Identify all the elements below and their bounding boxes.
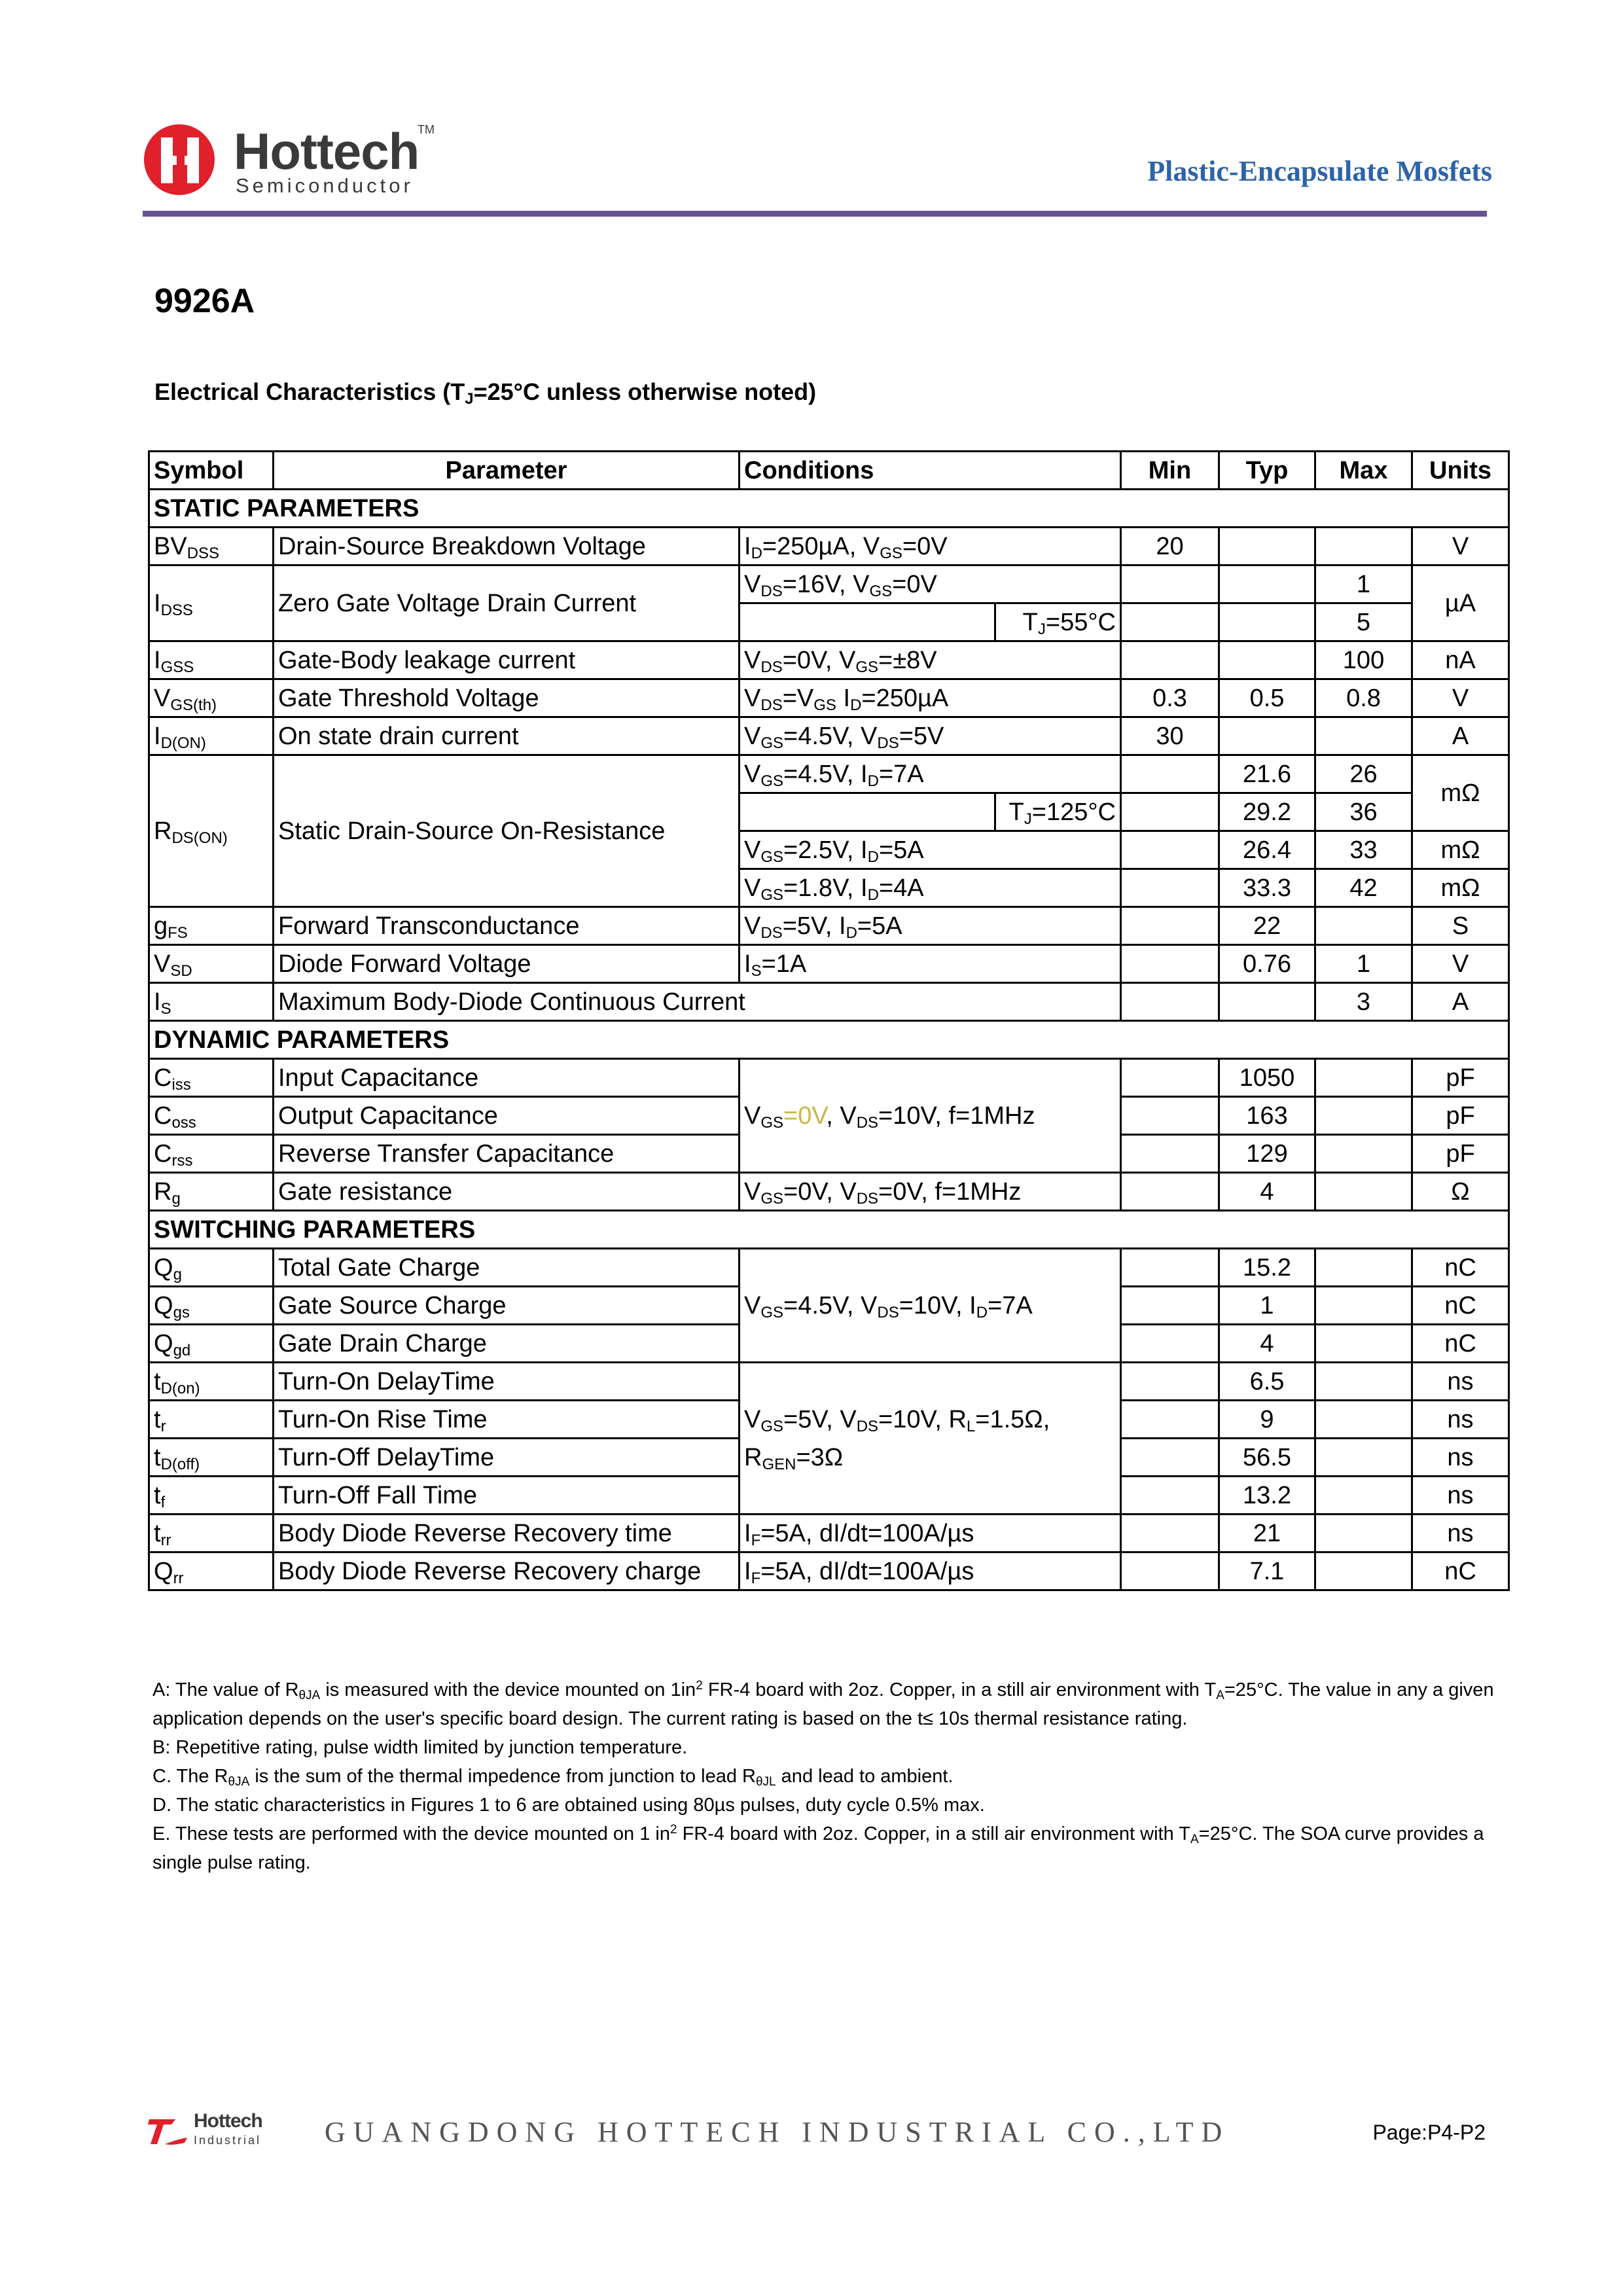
units-cell: ns xyxy=(1412,1401,1509,1439)
conditions-cell: $V_{GS}=1.8V$, $I_D=4A$ xyxy=(740,869,1121,907)
parameter-cell: Gate-Body leakage current xyxy=(274,641,740,679)
typ-cell: 0.5 xyxy=(1219,679,1315,717)
min-cell xyxy=(1121,1059,1219,1097)
symbol-cell: $t_{D(off)}$ xyxy=(149,1439,274,1477)
max-cell xyxy=(1315,1477,1412,1515)
min-cell xyxy=(1121,603,1219,641)
units-cell: mΩ xyxy=(1412,755,1509,831)
max-cell xyxy=(1315,1439,1412,1477)
max-cell: 26 xyxy=(1315,755,1412,793)
min-cell xyxy=(1121,565,1219,603)
header-typ: Typ xyxy=(1219,452,1315,490)
table-row xyxy=(149,1363,1509,1401)
symbol-cell: $Q_{gs}$ xyxy=(149,1287,274,1325)
min-cell xyxy=(1121,1515,1219,1552)
units-cell: ns xyxy=(1412,1363,1509,1401)
header-units: Units xyxy=(1412,452,1509,490)
logo-trademark: TM xyxy=(418,123,435,136)
symbol-cell: $t_f$ xyxy=(149,1477,274,1515)
parameter-cell: Drain-Source Breakdown Voltage xyxy=(274,528,740,565)
max-cell xyxy=(1315,1401,1412,1439)
max-cell xyxy=(1315,1059,1412,1097)
units-cell: V xyxy=(1412,945,1509,983)
footer-company-name: GUANGDONG HOTTECH INDUSTRIAL CO.,LTD xyxy=(325,2116,1230,2148)
static-parameters-heading: STATIC PARAMETERS xyxy=(149,490,1509,528)
note-e: E. These tests are performed with the device mounted on 1 $in^2$ FR-4 board with 2oz. Copper, in a still air environment with $T_A=25^\circ C$. The SOA curve provides a single pulse rating. xyxy=(152,1823,1484,1873)
units-cell: nA xyxy=(1412,641,1509,679)
typ-cell: 163 xyxy=(1219,1097,1315,1135)
units-cell: V xyxy=(1412,679,1509,717)
symbol-cell: $V_{GS(th)}$ xyxy=(149,679,274,717)
max-cell xyxy=(1315,1097,1412,1135)
max-cell xyxy=(1315,1287,1412,1325)
typ-cell: 0.76 xyxy=(1219,945,1315,983)
conditions-cell: $V_{GS}=5V$, $V_{DS}=10V$, $R_L=1.5\Omega$, $R_{GEN}=3\Omega$ xyxy=(740,1363,1121,1515)
max-cell: 42 xyxy=(1315,869,1412,907)
header-parameter: Parameter xyxy=(274,452,740,490)
max-cell xyxy=(1315,1249,1412,1287)
typ-cell: 15.2 xyxy=(1219,1249,1315,1287)
electrical-characteristics-table xyxy=(148,450,1495,1591)
min-cell xyxy=(1121,1173,1219,1211)
page-number: Page:P4-P2 xyxy=(1372,2121,1486,2144)
parameter-cell: Reverse Transfer Capacitance xyxy=(274,1135,740,1173)
logo-subtitle: Semiconductor xyxy=(236,174,414,197)
switching-parameters-heading: SWITCHING PARAMETERS xyxy=(149,1211,1509,1249)
table-row xyxy=(149,1173,1509,1211)
conditions-cell: $V_{GS}=4.5V$, $I_D=7A$ xyxy=(740,755,1121,793)
typ-cell: 4 xyxy=(1219,1173,1315,1211)
parameter-cell: Body Diode Reverse Recovery charge xyxy=(274,1552,740,1590)
conditions-cell: $V_{GS}=0V$, $V_{DS}=0V$, f=1MHz xyxy=(740,1173,1121,1211)
table-row xyxy=(149,755,1509,793)
min-cell xyxy=(1121,907,1219,945)
conditions-cell: $V_{DS}=V_{GS}$ $I_D=250\mu A$ xyxy=(740,679,1121,717)
units-cell: pF xyxy=(1412,1059,1509,1097)
note-a: A: The value of $R_{\theta JA}$ is measured with the device mounted on $1in^2$ FR-4 board with 2oz. Copper, in a still air environment with $T_A=25^\circ C$. The value in any a given application depends on the user's specific board design. The current rating is based on the t≤ 10s thermal resistance rating. xyxy=(152,1679,1494,1729)
parameter-cell: Static Drain-Source On-Resistance xyxy=(274,755,740,907)
table-row xyxy=(149,1059,1509,1097)
conditions-cell: $V_{GS}=0V$, $V_{DS}=10V$, f=1MHz xyxy=(740,1059,1121,1173)
parameter-cell: Gate Drain Charge xyxy=(274,1325,740,1363)
typ-cell: 1 xyxy=(1219,1287,1315,1325)
units-cell: mΩ xyxy=(1412,869,1509,907)
units-cell: nC xyxy=(1412,1287,1509,1325)
typ-cell xyxy=(1219,565,1315,603)
conditions-cell: $I_F=5A$, dI/dt=100A/µs xyxy=(740,1552,1121,1590)
typ-cell: 13.2 xyxy=(1219,1477,1315,1515)
typ-cell xyxy=(1219,983,1315,1021)
footer-logo-wordmark: Hottech xyxy=(194,2110,262,2132)
typ-cell: 1050 xyxy=(1219,1059,1315,1097)
min-cell xyxy=(1121,641,1219,679)
conditions-cell: $I_S=1A$ xyxy=(740,945,1121,983)
symbol-cell: $t_r$ xyxy=(149,1401,274,1439)
min-cell: 30 xyxy=(1121,717,1219,755)
units-cell: Ω xyxy=(1412,1173,1509,1211)
header-symbol: Symbol xyxy=(149,452,274,490)
parameter-cell: On state drain current xyxy=(274,717,740,755)
min-cell xyxy=(1121,793,1219,831)
typ-cell: 129 xyxy=(1219,1135,1315,1173)
symbol-cell: $t_{D(on)}$ xyxy=(149,1363,274,1401)
units-cell: A xyxy=(1412,717,1509,755)
conditions-cell: $I_D=250\mu A$, $V_{GS}=0V$ xyxy=(740,528,1121,565)
header-rule xyxy=(143,211,1487,217)
table-row xyxy=(149,679,1509,717)
symbol-cell: $I_S$ xyxy=(149,983,274,1021)
symbol-cell: $Q_{rr}$ xyxy=(149,1552,274,1590)
min-cell xyxy=(1121,1401,1219,1439)
parameter-cell: Diode Forward Voltage xyxy=(274,945,740,983)
note-c: C. The $R_{\theta JA}$ is the sum of the thermal impedence from junction to lead $R_{\theta JL}$ and lead to ambient. xyxy=(152,1766,954,1789)
max-cell xyxy=(1315,717,1412,755)
min-cell xyxy=(1121,1325,1219,1363)
parameter-cell: Forward Transconductance xyxy=(274,907,740,945)
min-cell xyxy=(1121,1249,1219,1287)
units-cell: A xyxy=(1412,983,1509,1021)
header-title: Plastic-Encapsulate Mosfets xyxy=(1147,155,1492,187)
conditions-cell: $V_{DS}=16V$, $V_{GS}=0V$ xyxy=(740,565,1121,603)
min-cell xyxy=(1121,1439,1219,1477)
conditions-cell xyxy=(740,603,995,641)
min-cell xyxy=(1121,1552,1219,1590)
conditions-cell: $V_{DS}=0V$, $V_{GS}=\pm 8V$ xyxy=(740,641,1121,679)
typ-cell: 56.5 xyxy=(1219,1439,1315,1477)
parameter-cell: Zero Gate Voltage Drain Current xyxy=(274,565,740,641)
units-cell: µA xyxy=(1412,565,1509,641)
parameter-cell: Input Capacitance xyxy=(274,1059,740,1097)
min-cell: 0.3 xyxy=(1121,679,1219,717)
header-min: Min xyxy=(1121,452,1219,490)
symbol-cell: $I_{D(ON)}$ xyxy=(149,717,274,755)
units-cell: pF xyxy=(1412,1135,1509,1173)
symbol-cell: $R_{DS(ON)}$ xyxy=(149,755,274,907)
typ-cell: 7.1 xyxy=(1219,1552,1315,1590)
max-cell: 5 xyxy=(1315,603,1412,641)
parameter-cell: Gate Source Charge xyxy=(274,1287,740,1325)
max-cell: 1 xyxy=(1315,945,1412,983)
logo-wordmark: Hottech xyxy=(234,122,419,180)
min-cell xyxy=(1121,983,1219,1021)
max-cell xyxy=(1315,907,1412,945)
units-cell: nC xyxy=(1412,1249,1509,1287)
units-cell: V xyxy=(1412,528,1509,565)
table-row xyxy=(149,528,1509,565)
table-row xyxy=(149,1515,1509,1552)
symbol-cell: $V_{SD}$ xyxy=(149,945,274,983)
max-cell: 0.8 xyxy=(1315,679,1412,717)
min-cell xyxy=(1121,831,1219,869)
min-cell xyxy=(1121,1363,1219,1401)
parameter-cell: Output Capacitance xyxy=(274,1097,740,1135)
min-cell xyxy=(1121,1287,1219,1325)
footnotes xyxy=(152,1676,1494,1877)
dynamic-parameters-heading: DYNAMIC PARAMETERS xyxy=(149,1021,1509,1059)
typ-cell xyxy=(1219,717,1315,755)
conditions-cell: $V_{GS}=2.5V$, $I_D=5A$ xyxy=(740,831,1121,869)
symbol-cell: $R_g$ xyxy=(149,1173,274,1211)
typ-cell: 33.3 xyxy=(1219,869,1315,907)
footer-logo-subtitle: Industrial xyxy=(194,2134,262,2147)
symbol-cell: $g_{FS}$ xyxy=(149,907,274,945)
parameter-cell: Total Gate Charge xyxy=(274,1249,740,1287)
typ-cell: 26.4 xyxy=(1219,831,1315,869)
symbol-cell: $C_{rss}$ xyxy=(149,1135,274,1173)
symbol-cell: $I_{GSS}$ xyxy=(149,641,274,679)
max-cell: 1 xyxy=(1315,565,1412,603)
table-row xyxy=(149,717,1509,755)
min-cell xyxy=(1121,755,1219,793)
table-header-row xyxy=(149,452,1509,490)
table-row xyxy=(149,983,1509,1021)
parameter-cell: Body Diode Reverse Recovery time xyxy=(274,1515,740,1552)
typ-cell: 29.2 xyxy=(1219,793,1315,831)
min-cell: 20 xyxy=(1121,528,1219,565)
header-conditions: Conditions xyxy=(740,452,1121,490)
typ-cell: 21.6 xyxy=(1219,755,1315,793)
min-cell xyxy=(1121,869,1219,907)
units-cell: ns xyxy=(1412,1515,1509,1552)
max-cell: 100 xyxy=(1315,641,1412,679)
table-row xyxy=(149,641,1509,679)
max-cell xyxy=(1315,1173,1412,1211)
max-cell xyxy=(1315,1552,1412,1590)
max-cell xyxy=(1315,1515,1412,1552)
conditions-cell: $V_{GS}=4.5V$, $V_{DS}=10V$, $I_D=7A$ xyxy=(740,1249,1121,1363)
max-cell xyxy=(1315,528,1412,565)
conditions-cell: $V_{GS}=4.5V$, $V_{DS}=5V$ xyxy=(740,717,1121,755)
units-cell: nC xyxy=(1412,1325,1509,1363)
max-cell xyxy=(1315,1363,1412,1401)
parameter-cell: Gate resistance xyxy=(274,1173,740,1211)
typ-cell xyxy=(1219,528,1315,565)
table-row xyxy=(149,565,1509,603)
typ-cell: 21 xyxy=(1219,1515,1315,1552)
units-cell: ns xyxy=(1412,1439,1509,1477)
symbol-cell: $I_{DSS}$ xyxy=(149,565,274,641)
symbol-cell: $BV_{DSS}$ xyxy=(149,528,274,565)
min-cell xyxy=(1121,1477,1219,1515)
table-row xyxy=(149,1552,1509,1590)
symbol-cell: $C_{iss}$ xyxy=(149,1059,274,1097)
max-cell xyxy=(1315,1135,1412,1173)
parameter-cell: Turn-On DelayTime xyxy=(274,1363,740,1401)
units-cell: S xyxy=(1412,907,1509,945)
typ-cell: 4 xyxy=(1219,1325,1315,1363)
conditions-cell xyxy=(740,793,995,831)
note-d: D. The static characteristics in Figures 1 to 6 are obtained using 80µs pulses, duty cycle 0.5% max. xyxy=(152,1795,985,1816)
min-cell xyxy=(1121,945,1219,983)
units-cell: pF xyxy=(1412,1097,1509,1135)
min-cell xyxy=(1121,1135,1219,1173)
max-cell xyxy=(1315,1325,1412,1363)
symbol-cell: $Q_{gd}$ xyxy=(149,1325,274,1363)
table-row xyxy=(149,907,1509,945)
header-max: Max xyxy=(1315,452,1412,490)
typ-cell: 22 xyxy=(1219,907,1315,945)
section-row xyxy=(149,1211,1509,1249)
min-cell xyxy=(1121,1097,1219,1135)
symbol-cell: $Q_g$ xyxy=(149,1249,274,1287)
tj-condition-cell: $T_J=55^\circ C$ xyxy=(995,603,1121,641)
typ-cell xyxy=(1219,603,1315,641)
table-row xyxy=(149,1249,1509,1287)
parameter-cell: Turn-On Rise Time xyxy=(274,1401,740,1439)
parameter-cell: Gate Threshold Voltage xyxy=(274,679,740,717)
max-cell: 3 xyxy=(1315,983,1412,1021)
symbol-cell: $t_{rr}$ xyxy=(149,1515,274,1552)
conditions-cell: $I_F=5A$, dI/dt=100A/µs xyxy=(740,1515,1121,1552)
part-number: 9926A xyxy=(154,282,255,320)
section-row xyxy=(149,1021,1509,1059)
units-cell: nC xyxy=(1412,1552,1509,1590)
table-row xyxy=(149,945,1509,983)
parameter-cell: Maximum Body-Diode Continuous Current xyxy=(274,983,1121,1021)
section-row xyxy=(149,490,1509,528)
note-b: B: Repetitive rating, pulse width limited by junction temperature. xyxy=(152,1737,688,1758)
units-cell: ns xyxy=(1412,1477,1509,1515)
parameter-cell: Turn-Off DelayTime xyxy=(274,1439,740,1477)
section-heading: Electrical Characteristics ($T_J=25^\circ C$ unless otherwise noted) xyxy=(154,378,817,408)
conditions-cell: $V_{DS}=5V$, $I_D=5A$ xyxy=(740,907,1121,945)
max-cell: 36 xyxy=(1315,793,1412,831)
tj-condition-cell: $T_J=125^\circ C$ xyxy=(995,793,1121,831)
typ-cell xyxy=(1219,641,1315,679)
symbol-cell: $C_{oss}$ xyxy=(149,1097,274,1135)
footer-logo-mark xyxy=(145,2113,191,2149)
max-cell: 33 xyxy=(1315,831,1412,869)
units-cell: mΩ xyxy=(1412,831,1509,869)
parameter-cell: Turn-Off Fall Time xyxy=(274,1477,740,1515)
typ-cell: 6.5 xyxy=(1219,1363,1315,1401)
typ-cell: 9 xyxy=(1219,1401,1315,1439)
